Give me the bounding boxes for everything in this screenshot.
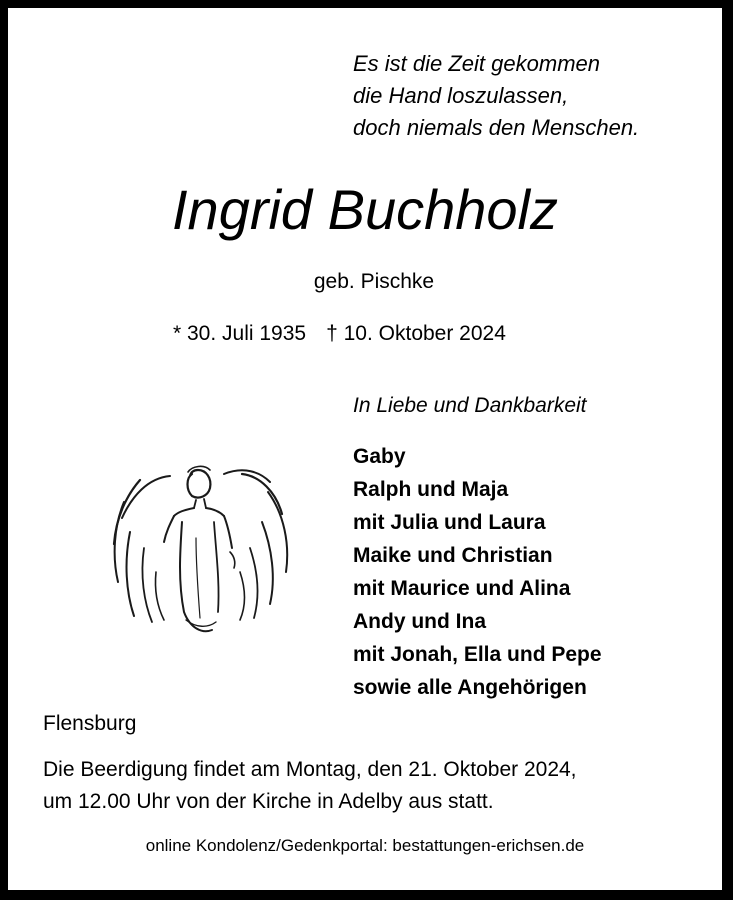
condolence-portal-link[interactable]: online Kondolenz/Gedenkportal: bestattungen-erichsen.de: [145, 836, 585, 855]
city: Flensburg: [43, 712, 137, 735]
quote-line: doch niemals den Menschen.: [353, 115, 640, 140]
family-member: Gaby: [353, 445, 406, 468]
birth-date: * 30. Juli 1935: [173, 322, 307, 345]
funeral-notice: [43, 754, 577, 818]
family-member: Maike und Christian: [353, 544, 553, 567]
family-member: Andy und Ina: [353, 610, 486, 633]
family-member: mit Jonah, Ella und Pepe: [353, 643, 602, 666]
deceased-name: Ingrid Buchholz: [171, 178, 558, 241]
life-dates: [173, 322, 506, 346]
obituary-card: [8, 8, 722, 890]
death-date: † 10. Oktober 2024: [326, 322, 506, 345]
angel-illustration: [100, 452, 300, 652]
family-member: Ralph und Maja: [353, 478, 509, 501]
family-list: [353, 440, 602, 704]
quote: [353, 48, 639, 144]
funeral-line: Die Beerdigung findet am Montag, den 21. Oktober 2024,: [43, 758, 577, 781]
funeral-line: um 12.00 Uhr von der Kirche in Adelby aus statt.: [43, 790, 494, 813]
maiden-name: geb. Pischke: [313, 270, 435, 293]
quote-line: die Hand loszulassen,: [353, 83, 569, 108]
dedication: In Liebe und Dankbarkeit: [353, 394, 587, 417]
family-member: mit Maurice und Alina: [353, 577, 571, 600]
family-member: mit Julia und Laura: [353, 511, 546, 534]
quote-line: Es ist die Zeit gekommen: [353, 51, 600, 76]
family-member: sowie alle Angehörigen: [353, 676, 587, 699]
